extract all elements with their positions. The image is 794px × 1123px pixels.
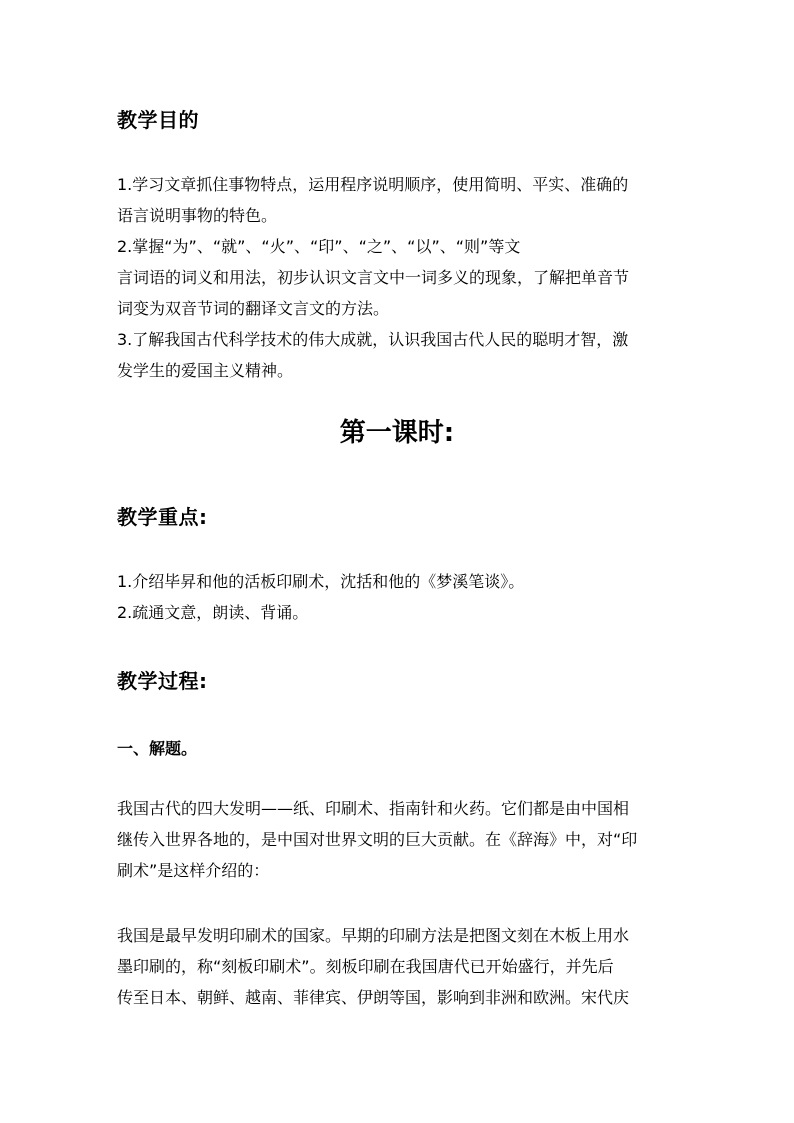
objective-2-line-3: 词变为双音节词的翻译文言文的方法。	[117, 299, 390, 318]
printing-line-3: 传至日本、朝鲜、越南、菲律宾、伊朗等国，影响到非洲和欧洲。宋代庆	[117, 988, 630, 1007]
key-point-2: 2.疏通文意，朗读、背诵。	[117, 603, 309, 622]
process-subheading: 一、解题。	[117, 739, 198, 758]
objective-3-line-1: 3.了解我国古代科学技术的伟大成就，认识我国古代人民的聪明才智，激	[117, 330, 629, 349]
lesson-title: 第一课时:	[339, 418, 455, 448]
objective-3-line-2: 发学生的爱国主义精神。	[117, 361, 294, 380]
key-point-1: 1.介绍毕昇和他的活板印刷术，沈括和他的《梦溪笔谈》。	[117, 572, 525, 591]
intro-line-2: 继传入世界各地的，是中国对世界文明的巨大贡献。在《辞海》中，对“印	[117, 830, 638, 849]
objective-1-line-1: 1.学习文章抓住事物特点，运用程序说明顺序，使用简明、平实、准确的	[117, 175, 629, 194]
printing-line-1: 我国是最早发明印刷术的国家。早期的印刷方法是把图文刻在木板上用水	[117, 926, 630, 945]
process-heading: 教学过程:	[117, 669, 208, 693]
objective-2-line-1: 2.掌握“为”、“就”、“火”、“印”、“之”、“以”、“则”等文	[117, 237, 521, 256]
intro-line-3: 刷术”是这样介绍的：	[117, 861, 270, 880]
key-points-list	[117, 566, 677, 628]
objective-1-line-2: 语言说明事物的特色。	[117, 206, 278, 225]
intro-line-1: 我国古代的四大发明——纸、印刷术、指南针和火药。它们都是由中国相	[117, 799, 630, 818]
printing-paragraph	[117, 920, 677, 1013]
printing-line-2: 墨印刷的，称“刻板印刷术”。刻板印刷在我国唐代已开始盛行，并先后	[117, 957, 614, 976]
key-points-heading: 教学重点:	[117, 505, 208, 529]
intro-paragraph	[117, 793, 677, 886]
objectives-heading: 教学目的	[117, 108, 199, 132]
objective-2-line-2: 言词语的词义和用法，初步认识文言文中一词多义的现象，了解把单音节	[117, 268, 630, 287]
objectives-list	[117, 169, 677, 386]
